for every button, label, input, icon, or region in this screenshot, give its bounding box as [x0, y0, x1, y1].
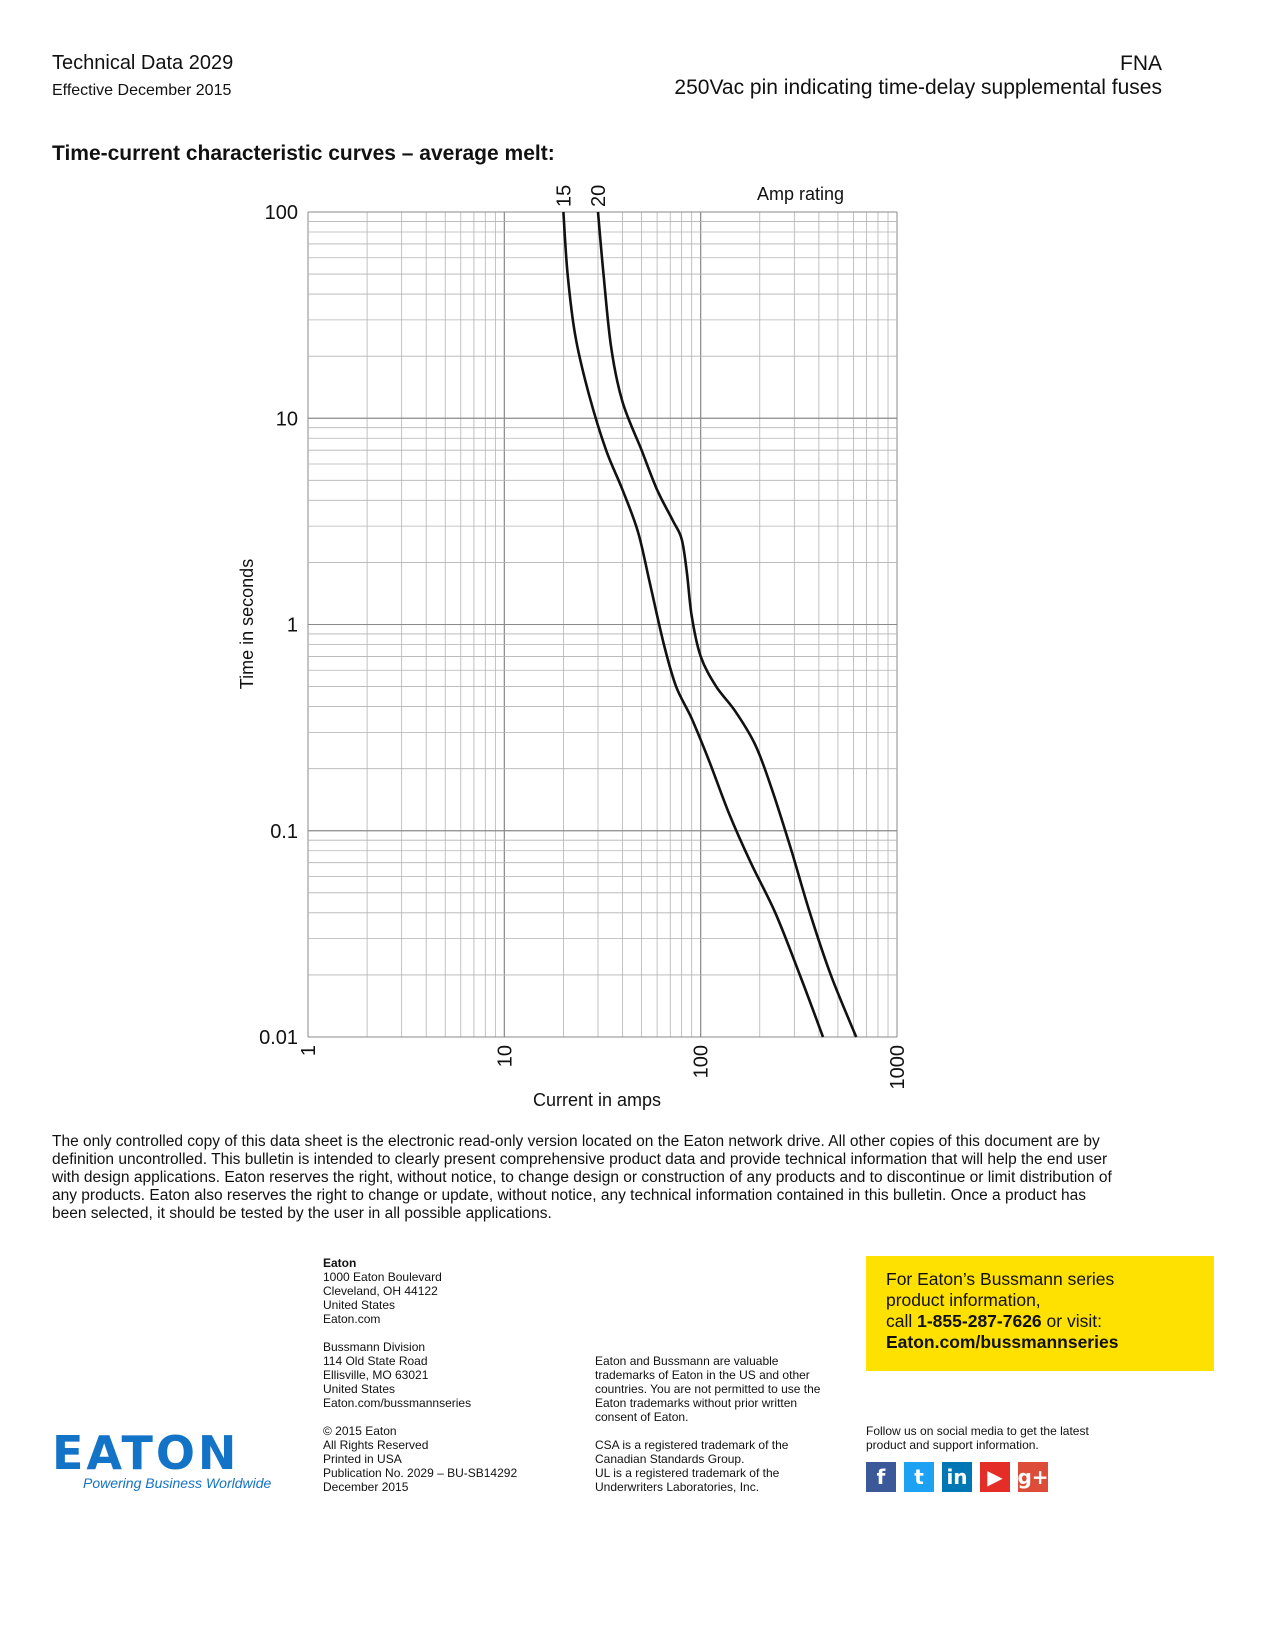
- ul-line: Underwriters Laboratories, Inc.: [595, 1480, 760, 1494]
- publication-number: Publication No. 2029 – BU-SB14292: [323, 1466, 518, 1480]
- phone-number[interactable]: 1-855-287-7626: [917, 1311, 1042, 1331]
- x-tick-label: 10: [494, 1045, 517, 1068]
- linkedin-icon[interactable]: in: [942, 1462, 972, 1492]
- tm-line: trademarks of Eaton in the US and other: [595, 1368, 810, 1382]
- product-description: 250Vac pin indicating time-delay supplemental fuses: [674, 76, 1162, 99]
- publication-date: December 2015: [323, 1480, 409, 1494]
- division-web: Eaton.com/bussmannseries: [323, 1396, 472, 1410]
- eaton-logo: EATON: [52, 1426, 240, 1480]
- chart-grid: [308, 212, 897, 1037]
- company-web: Eaton.com: [323, 1312, 381, 1326]
- product-code: FNA: [1120, 52, 1162, 75]
- ul-line: UL is a registered trademark of the: [595, 1466, 780, 1480]
- division-street: 114 Old State Road: [323, 1354, 428, 1368]
- callout-line: For Eaton’s Bussmann series: [886, 1269, 1115, 1289]
- chart-tick-labels: [259, 202, 909, 1090]
- printed: Printed in USA: [323, 1452, 402, 1466]
- y-tick-label: 10: [275, 408, 298, 431]
- product-info-callout: [866, 1256, 1214, 1371]
- rights: All Rights Reserved: [323, 1438, 429, 1452]
- y-tick-label: 0.01: [259, 1027, 298, 1049]
- callout-call-prefix: call: [886, 1311, 918, 1331]
- callout-url-link[interactable]: Eaton.com/bussmannseries: [886, 1332, 1119, 1352]
- company-country: United States: [323, 1298, 396, 1312]
- chart-series: [553, 185, 856, 1037]
- social-media-text: Follow us on social media to get the latest product and support information.: [866, 1424, 1089, 1452]
- tm-line: countries. You are not permitted to use the: [595, 1382, 821, 1396]
- callout-call-suffix: or visit:: [1041, 1311, 1102, 1331]
- doc-title: Technical Data 2029: [52, 52, 234, 74]
- division-country: United States: [323, 1382, 396, 1396]
- address-block: [323, 1256, 563, 1494]
- y-tick-label: 100: [264, 202, 298, 224]
- tm-line: Eaton and Bussmann are valuable: [595, 1354, 779, 1368]
- x-tick-label: 100: [690, 1045, 713, 1079]
- callout-phone-line: [886, 1311, 1194, 1332]
- x-tick-label: 1: [298, 1045, 320, 1057]
- youtube-icon[interactable]: ▶: [980, 1462, 1010, 1492]
- effective-date: Effective December 2015: [52, 82, 232, 99]
- series-label-20: 20: [588, 184, 611, 207]
- copyright: © 2015 Eaton: [323, 1424, 397, 1438]
- trademark-block: [595, 1354, 865, 1494]
- facebook-icon[interactable]: f: [866, 1462, 896, 1492]
- company-name: Eaton: [323, 1256, 357, 1270]
- company-city: Cleveland, OH 44122: [323, 1284, 438, 1298]
- x-axis-label: Current in amps: [532, 1090, 662, 1110]
- x-tick-label: 1000: [887, 1045, 909, 1090]
- division-name: Bussmann Division: [323, 1340, 426, 1354]
- google-plus-icon[interactable]: g+: [1018, 1462, 1048, 1492]
- twitter-icon[interactable]: t: [904, 1462, 934, 1492]
- csa-line: Canadian Standards Group.: [595, 1452, 745, 1466]
- logo-tagline: Powering Business Worldwide: [83, 1475, 272, 1491]
- y-tick-label: 0.1: [270, 820, 298, 843]
- disclaimer-text: The only controlled copy of this data sheet is the electronic read-only version located on the Eaton network drive. All other copies of this document are by definition uncontrolled. This bulletin is intended to clearly present comprehensive product data and provide technical information that will help the end user with design applications. Eaton reserves the right, without notice, to change design or construction of any products and to discontinue or limit distribution of any products. Eaton also reserves the right to change or update, without notice, any technical information contained in this bulletin. Once a product has been selected, it should be tested by the user in all possible applications.: [52, 1133, 1112, 1222]
- division-city: Ellisville, MO 63021: [323, 1368, 429, 1382]
- callout-line: product information,: [886, 1290, 1041, 1310]
- section-title: Time-current characteristic curves – average melt:: [52, 142, 555, 165]
- social-icons: [866, 1462, 1048, 1492]
- series-label-15: 15: [553, 184, 576, 207]
- y-tick-label: 1: [286, 614, 298, 637]
- legend-title: Amp rating: [757, 184, 845, 204]
- y-axis-label: Time in seconds: [237, 558, 257, 690]
- company-street: 1000 Eaton Boulevard: [323, 1270, 442, 1284]
- tm-line: consent of Eaton.: [595, 1410, 689, 1424]
- csa-line: CSA is a registered trademark of the: [595, 1438, 789, 1452]
- tm-line: Eaton trademarks without prior written: [595, 1396, 798, 1410]
